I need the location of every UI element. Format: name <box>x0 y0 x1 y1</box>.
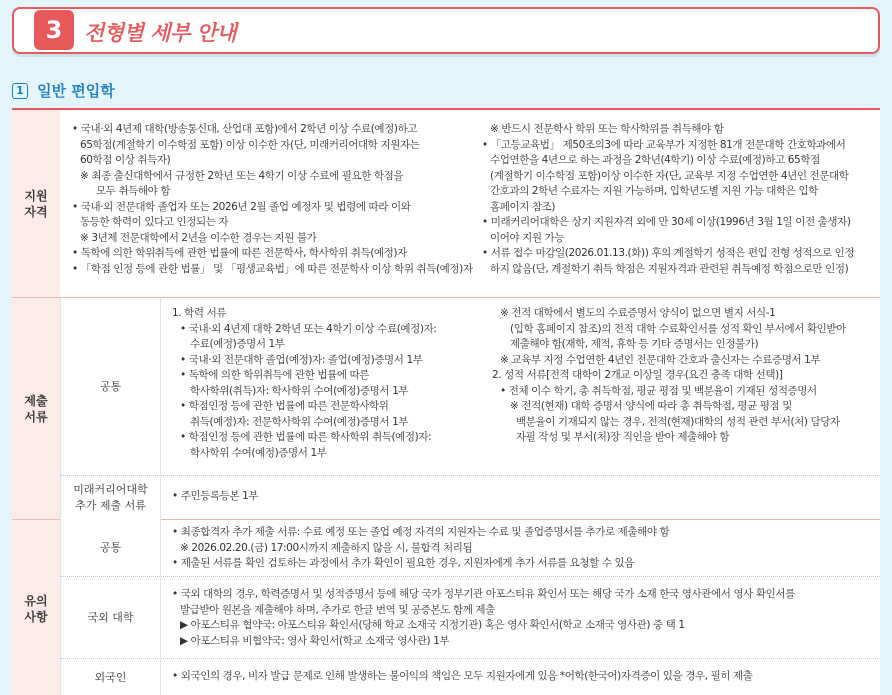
notes-common-label: 공통 <box>60 520 161 576</box>
text-line: 제출해야 함(재학, 제적, 휴학 등 기타 증명서는 인정불가) <box>510 338 759 350</box>
text-line: • 미래커리어대학은 상기 지원자격 외에 만 30세 이상(1996년 3월 1일 이전 출생자) <box>482 216 851 228</box>
text-line: 수업연한을 4년으로 하는 과정을 2학년(4학기) 이상 수료(예정)하고 65학점 <box>490 154 820 166</box>
text-line: 60학점 이상 취득자) <box>80 154 171 166</box>
text-line: 학사학위(취득)자: 학사학위 수여(예정)증명서 1부 <box>190 384 409 397</box>
text-line: 이어야 지원 가능 <box>490 231 565 244</box>
notes-row <box>12 520 880 695</box>
eligibility-row <box>12 110 880 298</box>
section-number-badge: 3 <box>34 10 74 50</box>
text-line: (계절학기 이수학점 포함)이상 이수한 자(단, 교육부 지정 수업연한 4년인 전문대학 <box>490 169 849 182</box>
text-line: 2. 성적 서류[전적 대학이 2개교 이상일 경우(요건 충족 대학 선택)] <box>492 369 783 381</box>
text-line: • 서류 접수 마감일(2026.01.13.(화)) 후의 계절학기 성적은 편입 전형 성적으로 인정 <box>482 247 855 259</box>
section-banner <box>12 7 880 54</box>
text-line: • 국내·외 4년제 대학(방송통신대, 산업대 포함)에서 2학년 이상 수료(예정)하고 <box>72 123 418 135</box>
eligibility-header: 지원 자격 <box>12 110 60 297</box>
documents-row <box>12 298 880 520</box>
documents-left-column <box>172 306 507 461</box>
text-line: ※ 교육부 지정 수업연한 4년인 전문대학 간호과 출신자는 수료증명서 1부 <box>500 353 821 366</box>
text-line: • 「고등교육법」 제50조의3에 따라 교육부가 지정한 81개 전문대학 간호학과에서 <box>482 138 846 151</box>
text-line: 간호과의 2학년 수료자는 지원 가능하며, 입학년도별 지원 가능 대학은 입학 <box>490 185 818 197</box>
text-line: ▶ 아포스티유 협약국: 아포스티유 확인서(당해 학교 소재국 지정기관) 혹은 영사 확인서(학교 소재국 영사관) 중 택 1 <box>180 619 685 631</box>
text-line: • 외국인의 경우, 비자 발급 문제로 인해 발생하는 불이익의 책임은 모두 지원자에게 있음 *어학(한국어)자격증이 있을 경우, 필히 제출 <box>172 670 753 682</box>
subsection-title: 일반 편입학 <box>37 82 115 100</box>
text-line: ▶ 아포스티유 비협약국: 영사 확인서(학교 소재국 영사관) 1부 <box>180 634 450 647</box>
text-line: 학사학위 수여(예정)증명서 1부 <box>190 446 327 459</box>
text-line: 65학점(계절학기 이수학점 포함) 이상 이수한 자(단, 미래커리어대학 지원자는 <box>80 138 420 151</box>
subsection-heading <box>12 80 115 100</box>
text-line: ※ 전적(현재) 대학 증명서 양식에 따라 총 취득학점, 평균 평점 및 <box>510 400 792 412</box>
documents-header: 제출 서류 <box>12 298 60 519</box>
text-line: • 독학에 의한 학위취득에 관한 법률에 따른 <box>180 369 370 381</box>
text-line: • 제출된 서류를 확인 검토하는 과정에서 추가 확인이 필요한 경우, 지원자에게 추가 서류를 요청할 수 있음 <box>172 557 635 569</box>
text-line: 자필 작성 및 부서(처)장 직인을 받아 제출해야 함 <box>516 431 730 443</box>
notes-foreigner-row <box>60 659 880 695</box>
text-line: • 학점인정 등에 관한 법률에 따른 학사학위 취득(예정)자: <box>180 431 432 443</box>
text-line: • 국내·외 4년제 대학 2학년 또는 4학기 이상 수료(예정)자: <box>180 322 437 335</box>
documents-common-label: 공통 <box>60 298 161 475</box>
text-line: ※ 최종 출신대학에서 규정한 2학년 또는 4학기 이상 수료에 필요한 학점을 <box>80 169 404 182</box>
documents-common-row <box>60 298 880 476</box>
text-line: • 주민등록등본 1부 <box>172 490 259 502</box>
text-line: • 독학에 의한 학위취득에 관한 법률에 따른 전문학사, 학사학위 취득(예정)자 <box>72 247 407 259</box>
text-line: • 학점인정 등에 관한 법률에 따른 전문학사학위 <box>180 400 389 412</box>
documents-career-label: 미래커리어대학 추가 제출 서류 <box>60 476 161 520</box>
text-line: 모두 취득해야 함 <box>96 185 171 197</box>
documents-career-row <box>60 476 880 520</box>
notes-overseas-label: 국외 대학 <box>60 577 161 658</box>
subsection-number-icon: 1 <box>12 83 28 99</box>
text-line: ※ 반드시 전문학사 학위 또는 학사학위를 취득해야 함 <box>490 123 724 135</box>
text-line: • 국내·외 전문대학 졸업자 또는 2026년 2월 졸업 예정자 및 법령에 따라 이와 <box>72 200 411 213</box>
text-line: • 국외 대학의 경우, 학력증명서 및 성적증명서 등에 해당 국가 정부기관 아포스티유 확인서 또는 해당 국가 소재 한국 영사관에서 영사 확인서를 <box>172 588 795 600</box>
text-line: 하지 않음(단, 계절학기 취득 학점은 지원자격과 관련된 취득예정 학점으로만 인정) <box>490 262 849 275</box>
text-line: 수료(예정)증명서 1부 <box>190 338 285 350</box>
documents-right-column <box>492 306 877 446</box>
admission-info-table <box>12 108 880 695</box>
text-line: 1. 학력 서류 <box>172 307 227 319</box>
text-line: 백분율이 기재되지 않는 경우, 전적(현재)대학의 성적 관련 부서(처) 담당자 <box>516 415 840 428</box>
text-line: 취득(예정)자: 전문학사학위 수여(예정)증명서 1부 <box>190 415 409 428</box>
text-line: • 국내·외 전문대학 졸업(예정)자: 졸업(예정)증명서 1부 <box>180 353 423 366</box>
text-line: • 전체 이수 학기, 총 취득학점, 평균 평점 및 백분율이 기재된 성적증명서 <box>500 384 817 397</box>
eligibility-right-column <box>482 122 874 277</box>
notes-header: 유의 사항 <box>12 520 60 695</box>
notes-overseas-row <box>60 577 880 659</box>
text-line: ※ 전적 대학에서 별도의 수료증명서 양식이 없으면 별지 서식-1 <box>500 307 776 319</box>
notes-foreigner-label: 외국인 <box>60 659 161 695</box>
text-line: • 최종합격자 추가 제출 서류: 수료 예정 또는 졸업 예정 자격의 지원자는 수료 및 졸업증명서를 추가로 제출해야 함 <box>172 526 670 538</box>
text-line: ※ 3년제 전문대학에서 2년을 이수한 경우는 지원 불가 <box>80 231 317 244</box>
text-line: 발급받아 원본을 제출해야 하며, 추가로 한글 번역 및 공증본도 함께 제출 <box>180 603 495 616</box>
text-line: ※ 2026.02.20.(금) 17:00시까지 제출하지 않을 시, 불합격 처리됨 <box>180 541 473 554</box>
notes-common-row <box>60 520 880 577</box>
eligibility-left-column <box>72 122 482 277</box>
text-line: 홈페이지 참조) <box>490 200 556 213</box>
section-title: 전형별 세부 안내 <box>84 21 237 45</box>
text-line: (입학 홈페이지 참조)의 전적 대학 수료확인서를 성적 확인 부서에서 확인받아 <box>510 322 846 335</box>
text-line: • 「학점 인정 등에 관한 법률」 및 「평생교육법」에 따른 전문학사 이상 학위 취득(예정)자 <box>72 262 473 275</box>
text-line: 동등한 학력이 있다고 인정되는 자 <box>80 216 229 228</box>
